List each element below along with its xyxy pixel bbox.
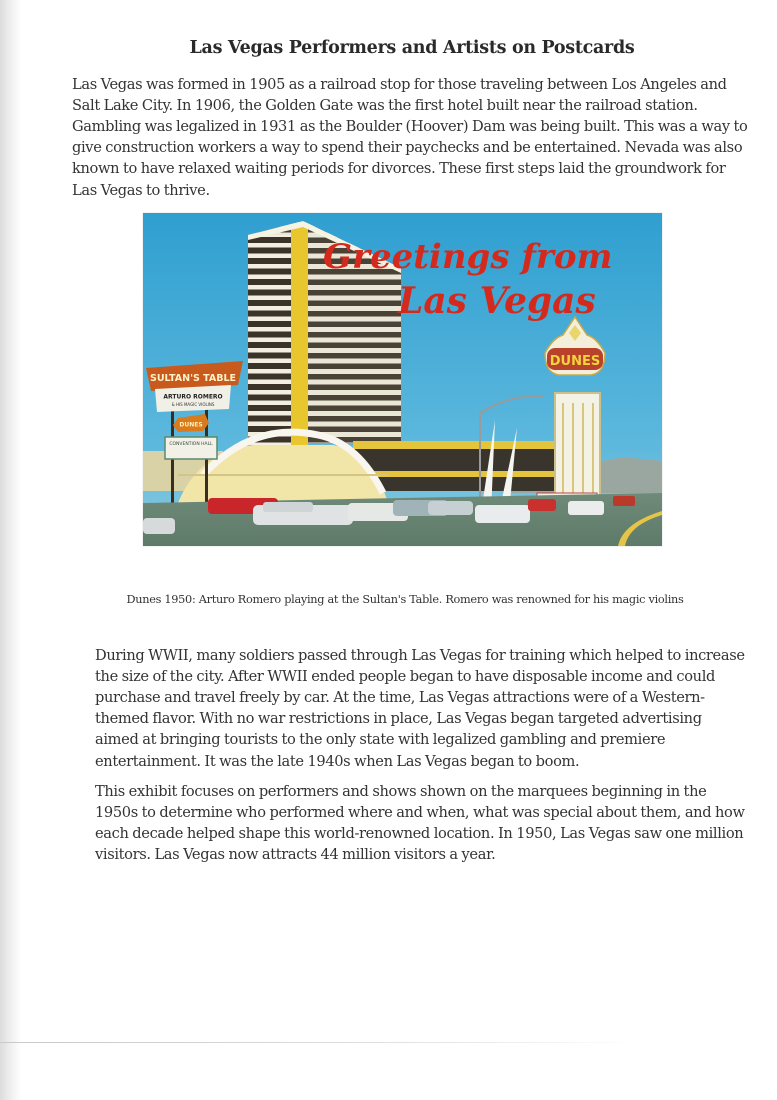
small-dunes-text: DUNES — [179, 421, 203, 429]
sultans-table-text: SULTAN'S TABLE — [149, 373, 237, 384]
body-paragraph-1: During WWII, many soldiers passed through Las Vegas for training which helped to increase the size of the city. After WWII ended people began to have disposable income and could purchase and travel freely by car. At the time, Las Vegas attractions were of a Western-themed flavor. With no war restrictions in place, Las Vegas began targeted advertising aimed at bringing tourists to the only state with legalized gambling and premiere entertainment. It was the late 1940s when Las Vegas began to boom. — [95, 646, 745, 770]
scan-shadow-edge — [0, 0, 22, 1100]
marquee-artist-text: ARTURO ROMERO — [163, 393, 223, 401]
convention-hall-text: CONVENTION HALL — [169, 442, 213, 447]
figure-caption: Dunes 1950: Arturo Romero playing at the Sultan's Table. Romero was renowned for his magic violins — [126, 593, 684, 607]
intro-paragraph: Las Vegas was formed in 1905 as a railroad stop for those traveling between Los Angeles and Salt Lake City. In 1906, the Golden Gate was the first hotel built near the railroad station. Gambling was legalized in 1931 as the Boulder (Hoover) Dam was being built. This was a way to give construction workers a way to spend their paychecks and be entertained. Nevada was also known to have relaxed waiting periods for divorces. These first steps laid the groundwork for Las Vegas to thrive. — [72, 75, 748, 199]
greeting-line-1: Greetings from — [323, 237, 613, 277]
body-paragraph-2: This exhibit focuses on performers and shows shown on the marquees beginning in the 1950s to determine who performed where and when, what was special about them, and how each decade helped shape this world-renowned location. In 1950, Las Vegas saw one million visitors. Las Vegas now attracts 44 million visitors a year. — [95, 782, 745, 864]
dunes-sign-text: DUNES — [549, 354, 601, 369]
postcard-image — [143, 213, 662, 546]
marquee-sub-text: & HIS MAGIC VIOLINS — [171, 402, 215, 407]
page-title: Las Vegas Performers and Artists on Postcards — [189, 37, 635, 58]
scan-fold-line — [0, 1042, 640, 1043]
greeting-line-2: Las Vegas — [398, 280, 596, 322]
